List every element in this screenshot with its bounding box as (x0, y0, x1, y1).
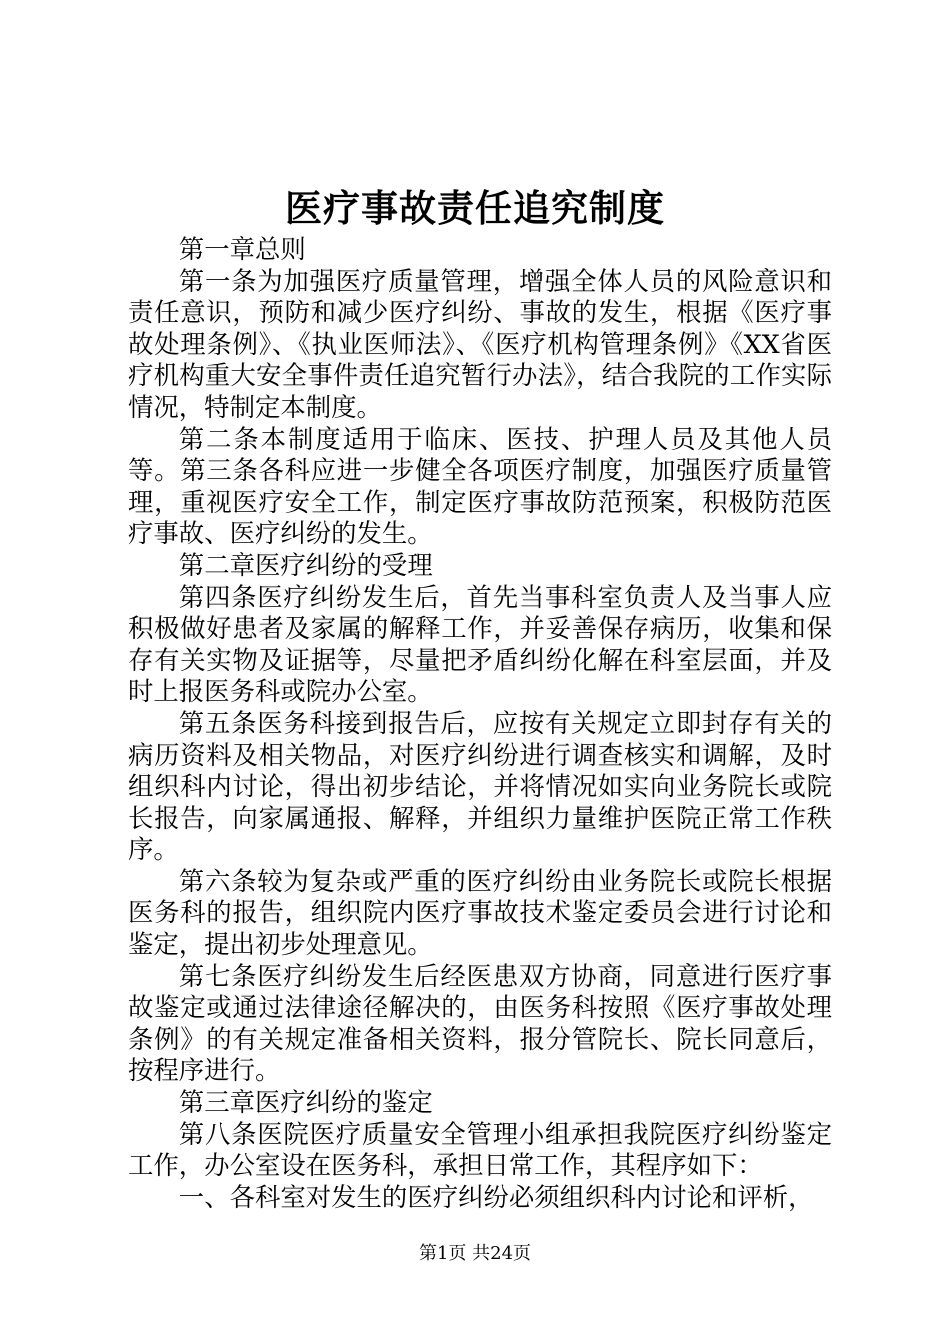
article-paragraph: 第二条本制度适用于临床、医技、护理人员及其他人员等。第三条各科应进一步健全各项医疗制度，加强医疗质量管理，重视医疗安全工作，制定医疗事故防范预案，积极防范医疗事故、医疗纠纷的发生。 (128, 423, 832, 549)
chapter-heading: 第三章医疗纠纷的鉴定 (178, 1087, 433, 1118)
list-item-paragraph: 一、各科室对发生的医疗纠纷必须组织科内讨论和评析， (178, 1181, 814, 1212)
document-body (128, 234, 832, 1213)
article-paragraph: 第四条医疗纠纷发生后，首先当事科室负责人及当事人应积极做好患者及家属的解释工作，并妥善保存病历，收集和保存有关实物及证据等，尽量把矛盾纠纷化解在科室层面，并及时上报医务科或院办公室。 (128, 581, 832, 707)
article-paragraph: 第七条医疗纠纷发生后经医患双方协商，同意进行医疗事故鉴定或通过法律途径解决的，由医务科按照《医疗事故处理条例》的有关规定准备相关资料，报分管院长、院长同意后，按程序进行。 (128, 960, 832, 1086)
chapter-heading: 第一章总则 (178, 234, 306, 264)
chapter-heading: 第二章医疗纠纷的受理 (178, 549, 433, 580)
article-paragraph: 第八条医院医疗质量安全管理小组承担我院医疗纠纷鉴定工作，办公室设在医务科，承担日常工作，其程序如下： (128, 1118, 832, 1181)
article-paragraph: 第五条医务科接到报告后，应按有关规定立即封存有关的病历资料及相关物品，对医疗纠纷进行调查核实和调解，及时组织科内讨论，得出初步结论，并将情况如实向业务院长或院长报告，向家属通报、解释，并组织力量维护医院正常工作秩序。 (128, 707, 832, 865)
article-paragraph: 第六条较为复杂或严重的医疗纠纷由业务院长或院长根据医务科的报告，组织院内医疗事故技术鉴定委员会进行讨论和鉴定，提出初步处理意见。 (128, 865, 832, 960)
article-paragraph: 第一条为加强医疗质量管理，增强全体人员的风险意识和责任意识，预防和减少医疗纠纷、事故的发生，根据《医疗事故处理条例》、《执业医师法》、《医疗机构管理条例》《XX省医疗机构重大安全事件责任追究暂行办法》，结合我院的工作实际情况，特制定本制度。 (128, 265, 832, 422)
document-title: 医疗事故责任追究制度 (285, 186, 665, 230)
page-footer: 第1页 共24页 (418, 1243, 532, 1264)
